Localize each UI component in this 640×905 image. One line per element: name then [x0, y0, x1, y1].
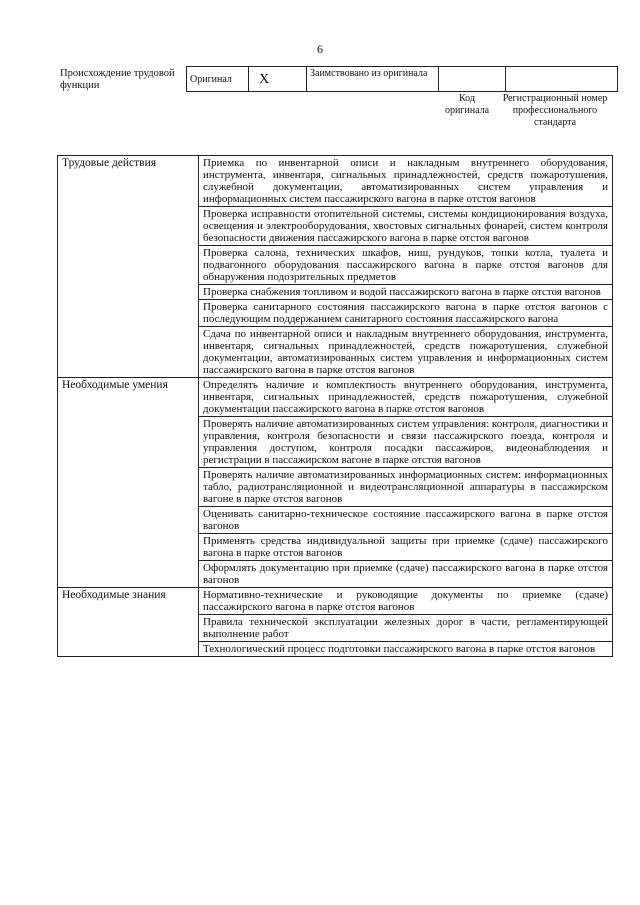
- section-item: Оформлять документацию при приемке (сдаче) пассажирского вагона в парке отстоя вагонов: [199, 561, 613, 588]
- origin-borrowed-cell: Заимствовано из оригинала: [307, 67, 439, 92]
- section-item: Проверка санитарного состояния пассажирского вагона в парке отстоя вагонов с последующим поддержанием санитарного состояния пассажирского вагона: [199, 300, 613, 327]
- section-item: Применять средства индивидуальной защиты при приемке (сдаче) пассажирского вагона в парке отстоя вагонов: [199, 534, 613, 561]
- origin-mark-cell: X: [249, 67, 307, 92]
- section-item: Сдача по инвентарной описи и накладным внутреннего оборудования, инструмента, инвентаря, сигнальных принадлежностей, средств пожаротушения, служебной документации, автоматизированных систем управления и информационных систем пассажирского вагона в парке отстоя вагонов: [199, 327, 613, 378]
- origin-table: [186, 66, 618, 92]
- origin-label: Происхождение трудовой функции: [60, 68, 175, 91]
- section-item: Определять наличие и комплектность внутреннего оборудования, инструмента, инвентаря, сигнальных принадлежностей, средств пожаротушения, служебной документации пассажирского вагона в парке отстоя вагонов: [199, 378, 613, 417]
- section-item: Проверять наличие автоматизированных систем управления: контроля, диагностики и управления, контроля безопасности и связи пассажирского поезда, контроля и управления доступом, контроля посадки пассажиров, видеонаблюдения и регистрации в пассажирском вагоне в парке отстоя вагонов: [199, 417, 613, 468]
- code-caption: Код оригинала: [444, 93, 490, 116]
- table-row: [58, 588, 613, 615]
- origin-original-cell: Оригинал: [187, 67, 249, 92]
- page-number: 6: [317, 42, 323, 56]
- table-row: [58, 156, 613, 207]
- labor-function-table: [57, 155, 613, 657]
- section-item: Приемка по инвентарной описи и накладным внутреннего оборудования, инструмента, инвентаря, сигнальных принадлежностей, средств пожаротушения, служебной документации, автоматизированных систем управления и информационных систем пассажирского вагона в парке отстоя вагонов: [199, 156, 613, 207]
- section-item: Проверка снабжения топливом и водой пассажирского вагона в парке отстоя вагонов: [199, 285, 613, 300]
- section-title: Трудовые действия: [58, 156, 199, 378]
- origin-code-cell: [439, 67, 506, 92]
- section-item: Оценивать санитарно-техническое состояние пассажирского вагона в парке отстоя вагонов: [199, 507, 613, 534]
- reg-caption: Регистрационный номер профессионального стандарта: [502, 93, 608, 128]
- table-row: [58, 378, 613, 417]
- section-item: Проверять наличие автоматизированных информационных систем: информационных табло, радиотрансляционной и видеотрансляционной аппаратуры в пассажирском вагоне в парке отстоя вагонов: [199, 468, 613, 507]
- section-item: Технологический процесс подготовки пассажирского вагона в парке отстоя вагонов: [199, 642, 613, 657]
- section-title: Необходимые умения: [58, 378, 199, 588]
- section-item: Проверка салона, технических шкафов, ниш, рундуков, топки котла, туалета и подвагонного оборудования пассажирского вагона в парке отстоя вагонов для обнаружения подозрительных предметов: [199, 246, 613, 285]
- section-item: Правила технической эксплуатации железных дорог в части, регламентирующей выполнение работ: [199, 615, 613, 642]
- section-item: Нормативно-технические и руководящие документы по приемке (сдаче) пассажирского вагона в парке отстоя вагонов: [199, 588, 613, 615]
- section-item: Проверка исправности отопительной системы, системы кондиционирования воздуха, освещения и электрооборудования, хвостовых сигнальных фонарей, систем контроля безопасности движения пассажирского вагона в парке отстоя вагонов: [199, 207, 613, 246]
- section-title: Необходимые знания: [58, 588, 199, 657]
- origin-reg-cell: [506, 67, 618, 92]
